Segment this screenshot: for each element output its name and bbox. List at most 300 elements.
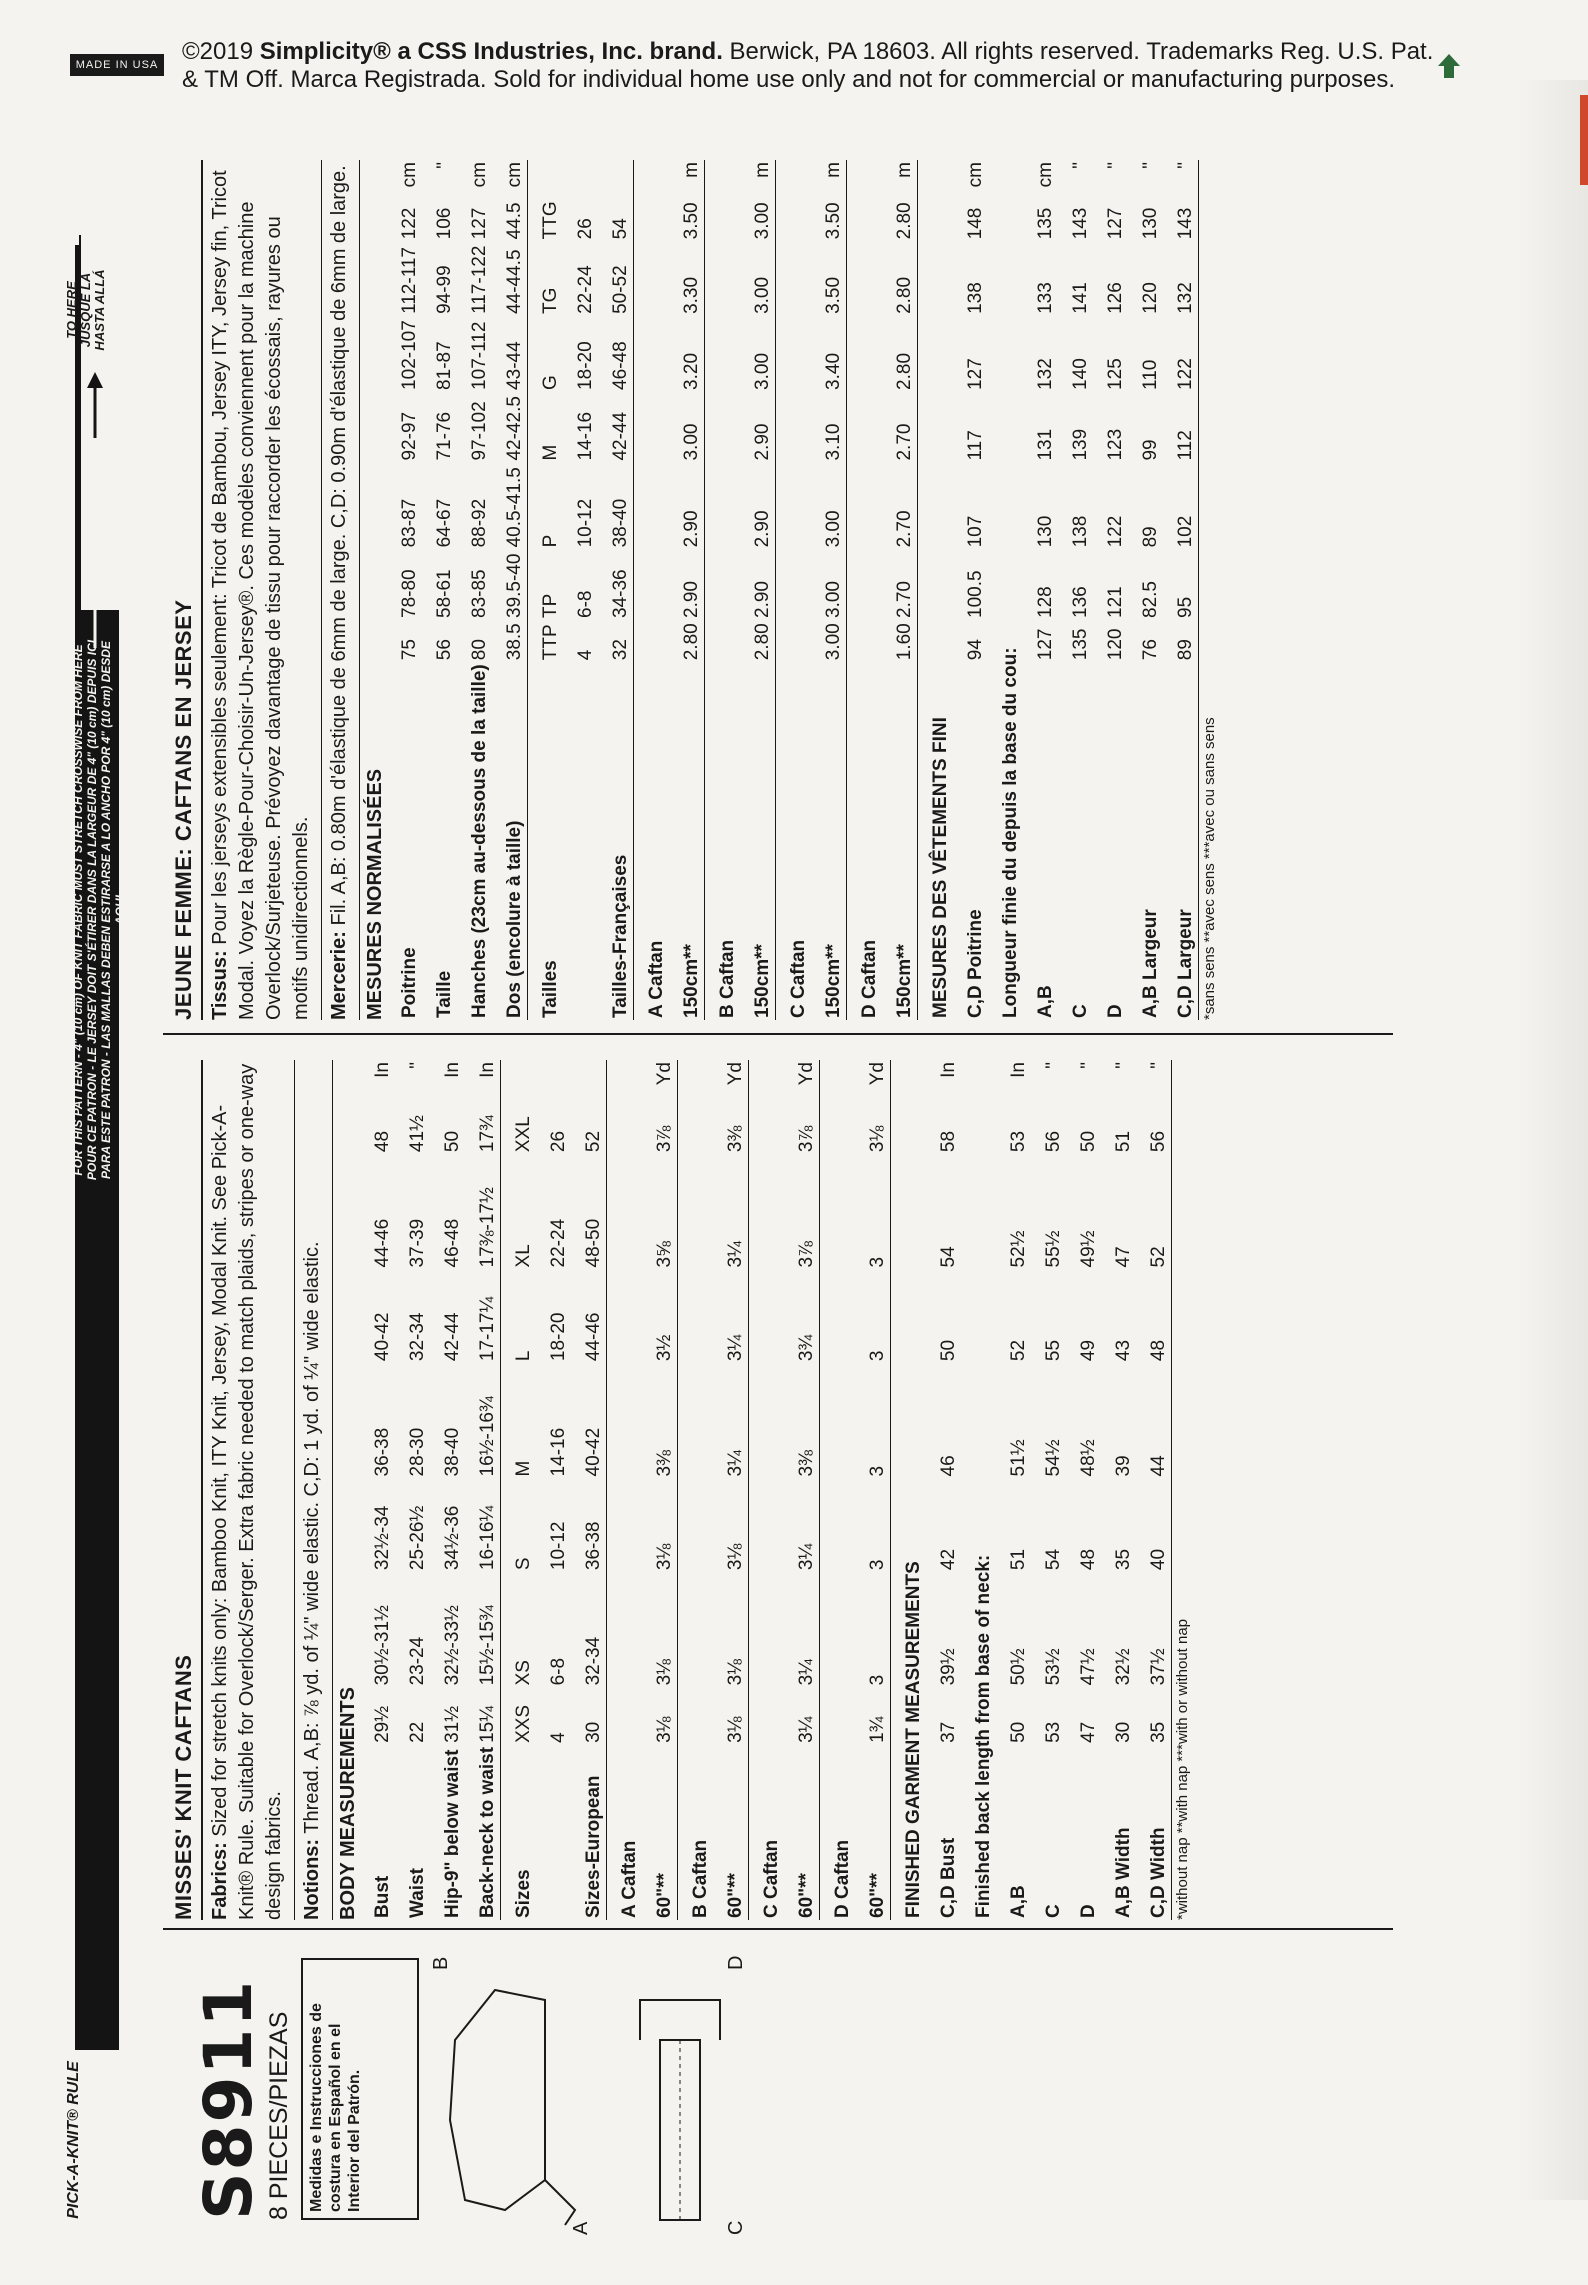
value-cell: 140 [1070,358,1091,390]
row-label: Waist [407,1868,428,1918]
value-cell: 38-40 [610,498,631,548]
value-cell: 15¼ [477,1705,498,1743]
value-cell: 122 [399,207,420,240]
table-row [918,160,954,1020]
value-cell: 15½-15¾ [477,1605,498,1686]
value-cell: 102-107 [399,320,420,390]
table-row [360,1060,395,1920]
table-row [607,1060,643,1920]
value-cell: 32½ [1113,1648,1134,1686]
value-cell: 2.80 [894,276,915,314]
row-label: 150cm** [894,944,915,1018]
value-cell: 46-48 [442,1218,463,1268]
value-cell: 1.60 [894,623,915,661]
value-cell: 2.80 [894,352,915,390]
value-cell: 40-42 [583,1427,604,1477]
value-cell: 3⅛ [654,1659,675,1686]
value-cell: 51 [1113,1130,1134,1153]
value-cell: 3⅞ [654,1125,675,1153]
row-label: Tailles-Françaises [610,854,631,1018]
value-cell: 43 [1113,1339,1134,1362]
value-cell: 6-8 [575,590,596,618]
value-cell: 44-46 [583,1312,604,1362]
unit-cell: " [1105,162,1126,169]
unit-cell: In [442,1062,463,1078]
value-cell: 55 [1043,1339,1064,1362]
row-label: Poitrine [399,947,420,1018]
value-cell: 143 [1070,207,1091,240]
value-cell: 16-16¼ [477,1505,498,1571]
value-cell: 3⅝ [654,1241,675,1268]
value-cell: 3 [867,1465,888,1477]
value-cell: 40 [1148,1548,1169,1571]
value-cell: 3¼ [725,1334,746,1362]
value-cell: 54½ [1043,1439,1064,1477]
value-cell: 127 [469,207,490,240]
value-cell: XL [501,1154,537,1269]
value-cell: 3.00 [681,423,702,461]
value-cell: 138 [965,282,986,314]
section-head: D Caftan [820,1060,856,1920]
value-cell: 44.5 [504,202,525,240]
value-cell: 88-92 [469,498,490,548]
value-cell: 136 [1070,586,1091,618]
value-cell: 32 [610,639,631,661]
value-cell: 54 [1043,1548,1064,1571]
brand-name: Simplicity® a CSS Industries, Inc. brand. [259,38,723,65]
row-label: Tailles [528,662,564,1020]
value-cell: 130 [1140,207,1161,240]
value-cell: 30 [583,1721,604,1743]
rule-instruction-en: FOR THIS PATTERN - 4" (10 cm) OF KNIT FABRIC MUST STRETCH CROSSWISE FROM HERE [71,644,85,1176]
value-cell: 3⅛ [654,1716,675,1743]
value-cell: 135 [1070,628,1091,661]
unit-cell: cm [965,162,986,188]
unit-cell: In [938,1062,959,1078]
caftan-cd-sketch [600,1940,760,2240]
value-cell: 32½-33½ [442,1605,463,1686]
section-head: B Caftan [678,1060,714,1920]
notions-label: Notions: [301,1838,323,1920]
value-cell: TP [528,549,564,620]
unit-cell: Yd [796,1062,817,1086]
table-row [855,1060,891,1920]
value-cell: 127 [965,358,986,390]
unit-cell [501,1060,537,1098]
row-label: C [1070,1004,1091,1018]
value-cell: 89 [1175,639,1196,661]
table-row [465,1060,501,1920]
unit-cell: cm [399,162,420,188]
unit-cell [563,160,598,198]
unit-cell: In [477,1062,498,1078]
unit-cell: " [407,1062,428,1069]
table-row [740,160,776,1020]
row-label: C,D Poitrine [965,909,986,1018]
table-row [784,1060,820,1920]
value-cell: 94 [965,639,986,661]
value-cell: 28-30 [407,1427,428,1477]
table-row [705,160,741,1020]
section-head: D Caftan [847,160,883,1020]
value-cell: 50½ [1008,1648,1029,1686]
value-cell: 139 [1070,428,1091,461]
value-cell: 4 [548,1732,569,1743]
value-cell: 122 [1175,358,1196,390]
value-cell: 50 [1008,1721,1029,1743]
value-cell: 120 [1105,628,1126,661]
table-row [492,160,528,1020]
unit-cell: " [1078,1062,1099,1069]
value-cell: 58-61 [434,569,455,618]
value-cell: 75 [399,639,420,661]
divider [163,1928,1393,1930]
value-cell: XS [501,1572,537,1687]
value-cell: 42-44 [442,1312,463,1362]
value-cell: TTG [528,198,564,241]
to-here-label: TO HERE JUSQUE LÀ HASTA ALLÁ [64,269,107,351]
value-cell: 95 [1175,596,1196,618]
row-label: Hip-9" below waist [442,1749,463,1918]
value-cell: 46 [938,1455,959,1477]
value-cell: 39½ [938,1648,959,1686]
unit-cell: Yd [654,1062,675,1086]
value-cell: 41½ [407,1115,428,1153]
section-head: FINISHED GARMENT MEASUREMENTS [891,1060,927,1920]
back-length-head: Longueur finie du depuis la base du cou: [1000,647,1021,1018]
value-cell: XXS [501,1687,537,1745]
value-cell: 6-8 [548,1657,569,1686]
value-cell: 94-99 [434,265,455,314]
value-cell: 125 [1105,358,1126,390]
value-cell: 40.5-41.5 [504,467,525,548]
value-cell: 3 [867,1350,888,1362]
row-label: 60"** [654,1873,675,1918]
row-label: A,B [1008,1885,1029,1918]
value-cell: 42-42.5 [504,396,525,461]
value-cell: 17¾ [477,1115,498,1153]
value-cell: 48-50 [583,1218,604,1268]
table-row [1101,1060,1136,1920]
value-cell: 26 [548,1130,569,1153]
value-cell: 50-52 [610,265,631,314]
value-cell: 131 [1035,428,1056,461]
table-row [776,160,812,1020]
table-row [571,1060,607,1920]
value-cell: 132 [1035,358,1056,390]
value-cell: 143 [1175,207,1196,240]
value-cell: 100.5 [965,570,986,618]
value-cell: 34½-36 [442,1505,463,1571]
mesures-head: MESURES NORMALISÉES [364,768,386,1020]
value-cell: 39 [1113,1455,1134,1477]
value-cell: 3¾ [796,1334,817,1362]
copyright-prefix: ©2019 [182,38,260,65]
value-cell: 127 [1105,207,1126,240]
value-cell: 32-34 [407,1312,428,1362]
table-row [1136,1060,1171,1920]
english-grid [360,1060,1171,1920]
pattern-number: S8911 [190,1978,267,2220]
value-cell: 46-48 [610,341,631,390]
value-cell: 2.90 [752,423,773,461]
value-cell: 52 [1008,1339,1029,1362]
value-cell: 14-16 [548,1427,569,1477]
value-cell: 38-40 [442,1427,463,1477]
table-row [820,1060,856,1920]
value-cell: 138 [1070,515,1091,548]
value-cell: 39.5-40 [504,553,525,618]
row-label: A,B Largeur [1140,909,1161,1018]
value-cell: S [501,1478,537,1572]
value-cell: 47 [1078,1721,1099,1743]
value-cell: 122 [1105,515,1126,548]
value-cell: 42-44 [610,411,631,461]
table-row [528,160,564,1020]
row-label: A,B Width [1113,1827,1134,1918]
unit-cell: " [1043,1062,1064,1069]
value-cell: XXL [501,1098,537,1154]
row-label: Taille [434,970,455,1018]
arrow-right-icon-end [83,370,107,440]
fabrics-paragraph [203,1060,295,1920]
value-cell: 112 [1175,430,1196,461]
value-cell: 48 [1148,1339,1169,1362]
value-cell: 83-85 [469,569,490,618]
row-label: D [1078,1904,1099,1918]
value-cell: 17⅜-17½ [477,1187,498,1268]
row-label [536,1745,571,1920]
row-label: 150cm** [752,944,773,1018]
value-cell: 23-24 [407,1636,428,1686]
value-cell: TTP [528,620,564,662]
value-cell: 50 [938,1339,959,1362]
value-cell: 3⅜ [725,1125,746,1153]
fabrics-label: Fabrics: [209,1842,231,1920]
view-label-d: D [725,1955,747,1970]
row-label [563,662,598,1020]
value-cell: 2.80 [681,623,702,661]
value-cell: 3 [867,1674,888,1686]
value-cell: 35 [1148,1721,1169,1743]
unit-cell [528,160,564,198]
value-cell: 3.20 [681,352,702,390]
value-cell: 132 [1175,282,1196,314]
row-label: Sizes-European [583,1775,604,1918]
unit-cell [571,1060,607,1098]
value-cell: 126 [1105,282,1126,314]
value-cell: 3 [867,1256,888,1268]
value-cell: 58 [938,1130,959,1153]
value-cell: 2.90 [681,581,702,618]
value-cell: 3.00 [752,202,773,240]
value-cell: 133 [1035,282,1056,314]
value-cell: 3.00 [823,581,844,618]
mercerie-paragraph [322,160,360,1020]
table-row [988,160,1023,1020]
value-cell: 52 [583,1130,604,1153]
french-footnote: *sans sens **avec sens ***avec ou sans sens [1198,160,1218,1020]
row-label: 150cm** [823,944,844,1018]
notions-text: Thread. A,B: ⅞ yd. of ¼" wide elastic. C,D: 1 yd. of ¼" wide elastic. [301,1241,323,1839]
table-row [1023,160,1058,1020]
value-cell: 3.30 [681,276,702,314]
section-head: C Caftan [749,1060,785,1920]
row-label: C,D Bust [938,1837,959,1918]
value-cell: 38.5 [504,623,525,661]
value-cell: 82.5 [1140,581,1161,618]
table-row [1163,160,1198,1020]
table-row [563,160,598,1020]
value-cell: 29½ [372,1705,393,1743]
value-cell: 3.10 [823,423,844,461]
value-cell: 53 [1008,1130,1029,1153]
row-label: 150cm** [681,944,702,1018]
value-cell: 40-42 [372,1312,393,1362]
row-label: C,D Largeur [1175,909,1196,1018]
value-cell: 56 [1043,1130,1064,1153]
unit-cell: " [1148,1062,1169,1069]
body-measurements-head: BODY MEASUREMENTS [337,1687,359,1920]
row-label: Hanches (23cm au-dessous de la taille) [469,664,490,1018]
value-cell: 141 [1070,282,1091,314]
value-cell: M [528,392,564,463]
envelope-tab [1580,95,1588,185]
value-cell: G [528,316,564,392]
value-cell: 10-12 [548,1521,569,1571]
value-cell: 36-38 [583,1521,604,1571]
value-cell: 2.80 [894,202,915,240]
value-cell: 52 [1148,1246,1169,1268]
view-label-a: A [570,2221,592,2235]
value-cell: 32½-34 [372,1505,393,1571]
table-row [713,1060,749,1920]
value-cell: 3⅛ [725,1543,746,1571]
copyright-line-2: & TM Off. Marca Registrada. Sold for individual home use only and not for commercial or manufacturing purposes. [182,66,1396,93]
value-cell: 2.70 [894,581,915,618]
table-row [678,1060,714,1920]
value-cell: 56 [434,639,455,661]
value-cell: 3¼ [725,1241,746,1268]
value-cell: 89 [1140,526,1161,548]
row-label: C,D Width [1148,1827,1169,1918]
value-cell: 64-67 [434,498,455,548]
rule-instruction-es: PARA ESTE PATRON - LAS MALLAS DEBEN ESTIRARSE A LO ANCHO POR 4" (10 cm) DESDE AQUI [99,641,127,1179]
value-cell: 3.00 [823,623,844,661]
row-label: 60"** [867,1873,888,1918]
value-cell: 123 [1105,428,1126,461]
row-label: D [1105,1004,1126,1018]
value-cell: 4 [575,649,596,661]
value-cell: 22 [407,1721,428,1743]
unit-cell: Yd [725,1062,746,1086]
table-row [1066,1060,1101,1920]
value-cell: 3.50 [823,276,844,314]
value-cell: 97-102 [469,401,490,461]
unit-cell: m [823,162,844,178]
value-cell: 3.40 [823,352,844,390]
value-cell: 3⅜ [654,1450,675,1477]
table-row [642,1060,678,1920]
value-cell: 50 [1078,1130,1099,1153]
garment-sketches [425,1940,765,2240]
row-label: A,B [1035,985,1056,1018]
value-cell: 48 [372,1130,393,1153]
value-cell: 22-24 [575,265,596,314]
value-cell: 32-34 [583,1636,604,1686]
caftan-ab-sketch [425,1940,585,2240]
value-cell: 35 [1113,1548,1134,1571]
value-cell: 121 [1105,586,1126,618]
value-cell: 3.50 [681,202,702,240]
table-row [387,160,422,1020]
value-cell: 3⅛ [725,1659,746,1686]
french-chart [165,160,1218,1020]
value-cell: 18-20 [548,1312,569,1362]
rule-instruction-fr: POUR CE PATRON - LE JERSEY DOIT S'ÉTIRER DANS LA LARGEUR DE 4" (10 cm) DEPUIS ICI [85,639,99,1181]
mercerie-label: Mercerie: [328,931,350,1020]
unit-cell: cm [469,162,490,188]
table-row [422,160,457,1020]
row-label: 60"** [796,1873,817,1918]
value-cell: 37 [938,1721,959,1743]
english-title: MISSES' KNIT CAFTANS [165,1060,203,1920]
value-cell: 36-38 [372,1427,393,1477]
value-cell: 102 [1175,515,1196,548]
value-cell: 110 [1140,359,1161,390]
table-row [926,1060,961,1920]
view-label-b: B [430,1956,452,1970]
value-cell: 2.70 [894,510,915,548]
value-cell: 55½ [1043,1230,1064,1268]
fabrics-text: Sized for stretch knits only: Bamboo Knit, ITY Knit, Jersey, Modal Knit. See Pick-A-Knit® Rule. Suitable for Overlock/Serger. Extra fabric needed to match plaids, stripes or one-way design fabrics. [209,1063,285,1920]
value-cell: 22-24 [548,1218,569,1268]
table-row [1128,160,1163,1020]
value-cell: 3¼ [796,1659,817,1686]
english-footnote: *without nap **with nap ***with or without nap [1171,1060,1191,1920]
unit-cell: m [681,162,702,178]
value-cell: 3½ [654,1334,675,1362]
value-cell: 112-117 [399,247,420,314]
value-cell: 120 [1140,282,1161,314]
french-grid [387,160,1198,1020]
english-chart [165,1060,1191,1920]
value-cell: 3⅞ [796,1125,817,1153]
value-cell: 18-20 [575,341,596,390]
value-cell: 2.90 [752,510,773,548]
tissus-text: Pour les jerseys extensibles seulement: Tricot de Bambou, Jersey ITY, Jersey fin, Tricot Modal. Voyez la Règle-Pour-Choisir-Un-Jersey®. Ces modèles conviennent pour la machine Overlock/Surjeteuse. Prévoyez davantage de tissu pour raccorder les écossais, rayures ou motifs unidirectionnels. [209,170,312,1020]
table-row [501,1060,537,1920]
value-cell: 130 [1035,515,1056,548]
french-title: JEUNE FEMME: CAFTANS EN JERSEY [165,160,203,1020]
row-label: Back-neck to waist [477,1746,498,1918]
unit-cell: m [752,162,773,178]
value-cell: 25-26½ [407,1505,428,1571]
table-row [811,160,847,1020]
table-row [457,160,492,1020]
value-cell: 44 [1148,1455,1169,1477]
row-label: Sizes [501,1745,537,1920]
notions-paragraph [295,1060,333,1920]
unit-cell: Yd [867,1062,888,1086]
unit-cell: cm [504,162,525,188]
value-cell: 3.00 [752,276,773,314]
table-row [749,1060,785,1920]
value-cell: 3¼ [796,1543,817,1571]
value-cell: 44-44.5 [504,249,525,314]
unit-cell [598,160,634,198]
value-cell: 117 [965,430,986,461]
